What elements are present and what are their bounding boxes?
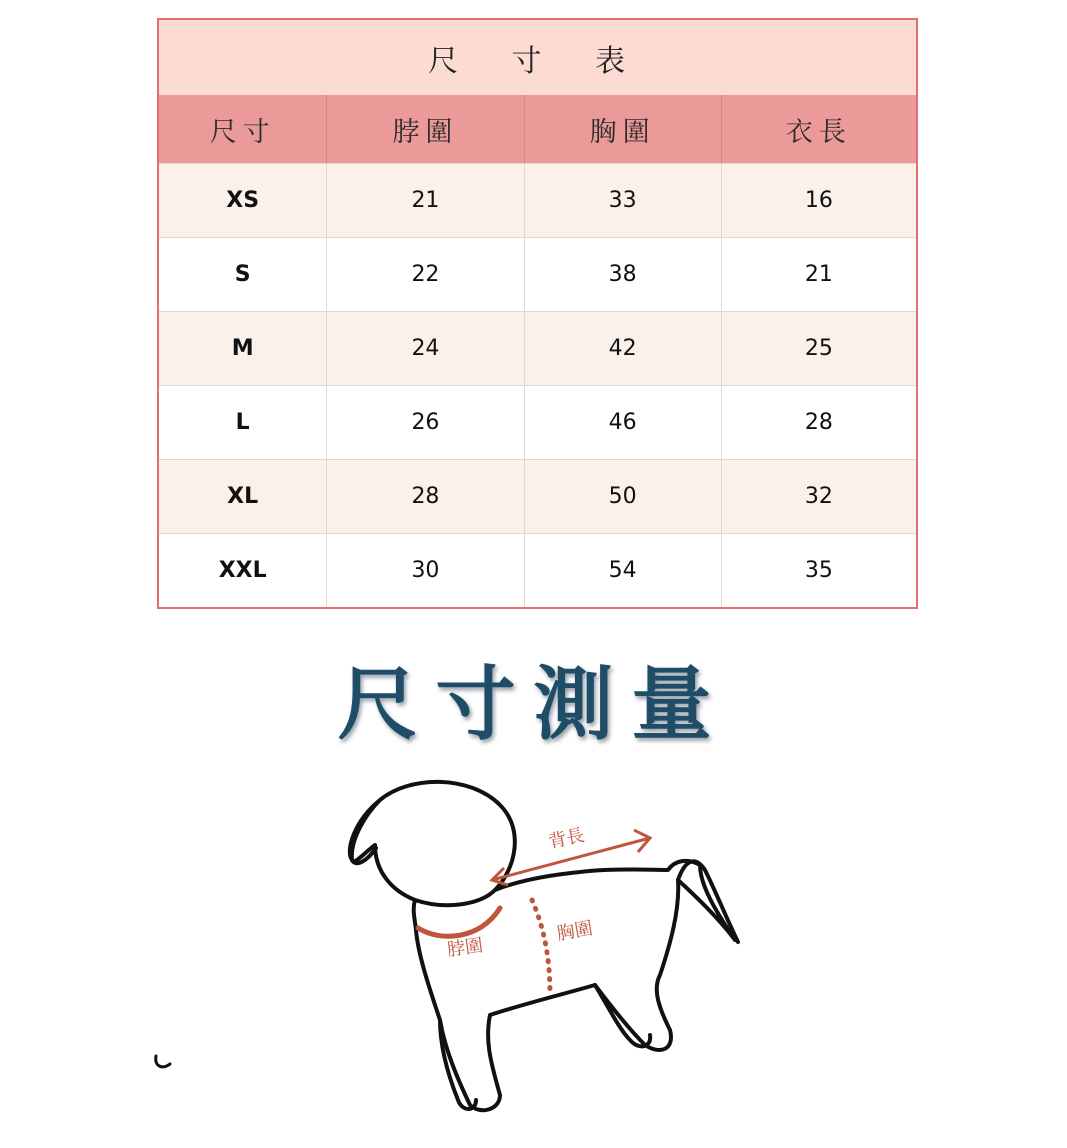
table-header-row: [159, 95, 916, 163]
length-cell: 16: [721, 164, 916, 237]
size-cell: S: [234, 262, 251, 287]
dog-head: [350, 782, 515, 905]
size-cell: XL: [227, 484, 259, 509]
back-length-label: 背長: [546, 824, 587, 853]
chest-measure-line: [532, 900, 550, 995]
neck-cell: 24: [326, 312, 523, 385]
table-body: [159, 163, 916, 607]
size-cell: XS: [226, 188, 260, 213]
neck-label: 脖圍: [445, 935, 485, 961]
measure-title: 尺寸測量: [337, 658, 730, 751]
table-row: [159, 385, 916, 459]
size-table: [157, 18, 918, 609]
length-cell: 32: [721, 460, 916, 533]
size-cell: M: [231, 336, 254, 361]
table-row: [159, 237, 916, 311]
chest-cell: 46: [524, 386, 721, 459]
chest-cell: 54: [524, 534, 721, 607]
table-row: [159, 311, 916, 385]
neck-measure-band: [418, 908, 500, 936]
header-chest: 胸圍: [524, 95, 721, 163]
size-cell: L: [235, 410, 250, 435]
table-row: [159, 533, 916, 607]
chest-cell: 50: [524, 460, 721, 533]
chest-cell: 38: [524, 238, 721, 311]
table-row: [159, 163, 916, 237]
chest-cell: 33: [524, 164, 721, 237]
header-neck: 脖圍: [326, 95, 523, 163]
table-row: [159, 459, 916, 533]
neck-cell: 26: [326, 386, 523, 459]
size-cell: XXL: [218, 558, 267, 583]
length-cell: 25: [721, 312, 916, 385]
header-length: 衣長: [721, 95, 916, 163]
chest-label: 胸圍: [555, 917, 595, 945]
header-size: 尺寸: [209, 116, 276, 148]
dog-measurement-illustration: [140, 760, 780, 1140]
table-title: 尺 寸 表: [159, 20, 916, 95]
neck-cell: 30: [326, 534, 523, 607]
dog-body-outline: [414, 861, 735, 1110]
length-cell: 35: [721, 534, 916, 607]
length-cell: 28: [721, 386, 916, 459]
neck-cell: 22: [326, 238, 523, 311]
neck-cell: 21: [326, 164, 523, 237]
neck-cell: 28: [326, 460, 523, 533]
length-cell: 21: [721, 238, 916, 311]
stray-mark: [156, 1056, 170, 1067]
chest-cell: 42: [524, 312, 721, 385]
dog-front-leg: [440, 1020, 476, 1109]
